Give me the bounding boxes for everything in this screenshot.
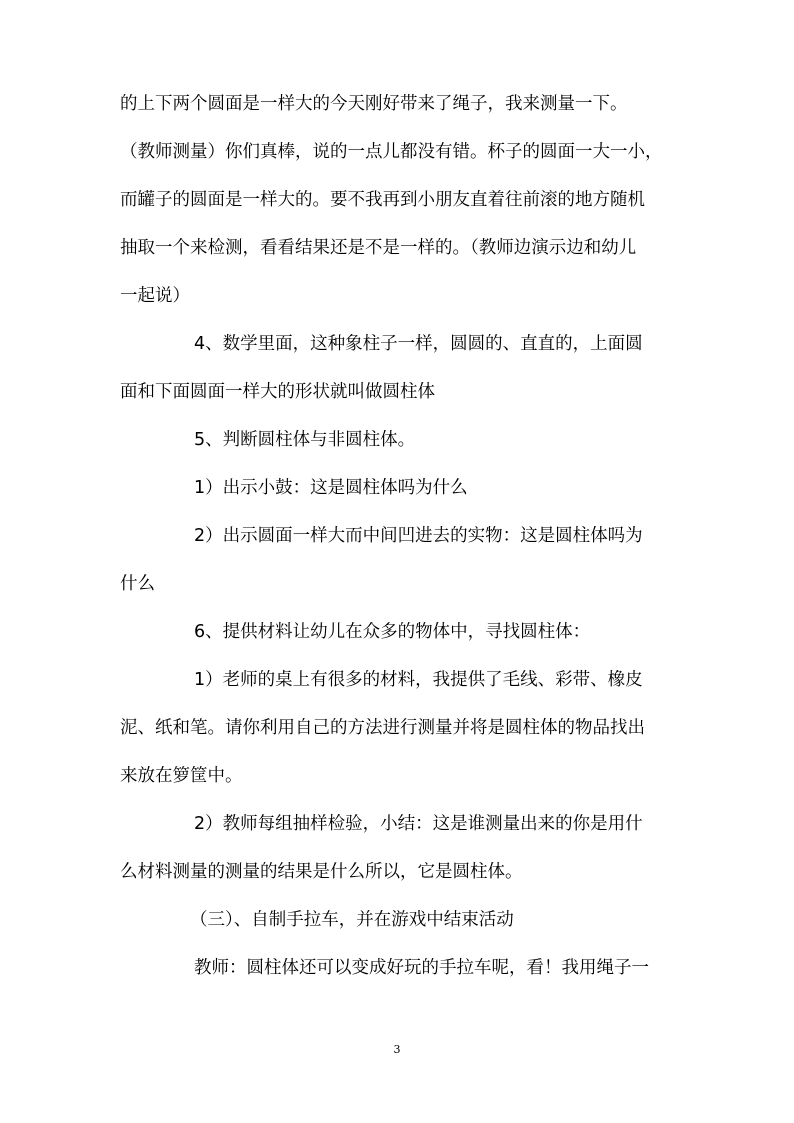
document-body xyxy=(120,92,676,980)
paragraph-line: 什么 xyxy=(120,574,155,594)
paragraph-line: （教师测量）你们真棒，说的一点儿都没有错。杯子的圆面一大一小， xyxy=(120,142,663,162)
paragraph-line: 面和下面圆面一样大的形状就叫做圆柱体 xyxy=(120,382,435,402)
section-heading: （三）、自制手拉车，并在游戏中结束活动 xyxy=(190,910,514,930)
paragraph-line: 一起说） xyxy=(120,286,190,306)
paragraph-line: 5、判断圆柱体与非圆柱体。 xyxy=(194,430,416,450)
paragraph-line: 2）教师每组抽样检验，小结：这是谁测量出来的你是用什 xyxy=(194,814,643,834)
paragraph-line: 而罐子的圆面是一样大的。要不我再到小朋友直着往前滚的地方随机 xyxy=(120,190,645,210)
page-number: 3 xyxy=(393,1043,401,1056)
paragraph-line: 来放在箩筐中。 xyxy=(120,766,243,786)
paragraph-line: 1）出示小鼓：这是圆柱体吗为什么 xyxy=(194,478,468,498)
paragraph-line: 泥、纸和笔。请你利用自己的方法进行测量并将是圆柱体的物品找出 xyxy=(120,718,645,738)
paragraph-line: 教师：圆柱体还可以变成好玩的手拉车呢，看！我用绳子一 xyxy=(194,958,649,978)
paragraph-line: 6、提供材料让幼儿在众多的物体中，寻找圆柱体： xyxy=(194,622,591,642)
paragraph-line: 2）出示圆面一样大而中间凹进去的实物：这是圆柱体吗为 xyxy=(194,526,643,546)
paragraph-line: 抽取一个来检测，看看结果还是不是一样的。（教师边演示边和幼儿 xyxy=(120,238,637,258)
paragraph-line: 4、数学里面，这种象柱子一样，圆圆的、直直的，上面圆 xyxy=(194,334,643,354)
paragraph-line: 1）老师的桌上有很多的材料，我提供了毛线、彩带、橡皮 xyxy=(194,670,643,690)
paragraph-line: 的上下两个圆面是一样大的今天刚好带来了绳子，我来测量一下。 xyxy=(120,94,628,114)
paragraph-line: 么材料测量的测量的结果是什么所以，它是圆柱体。 xyxy=(120,862,523,882)
